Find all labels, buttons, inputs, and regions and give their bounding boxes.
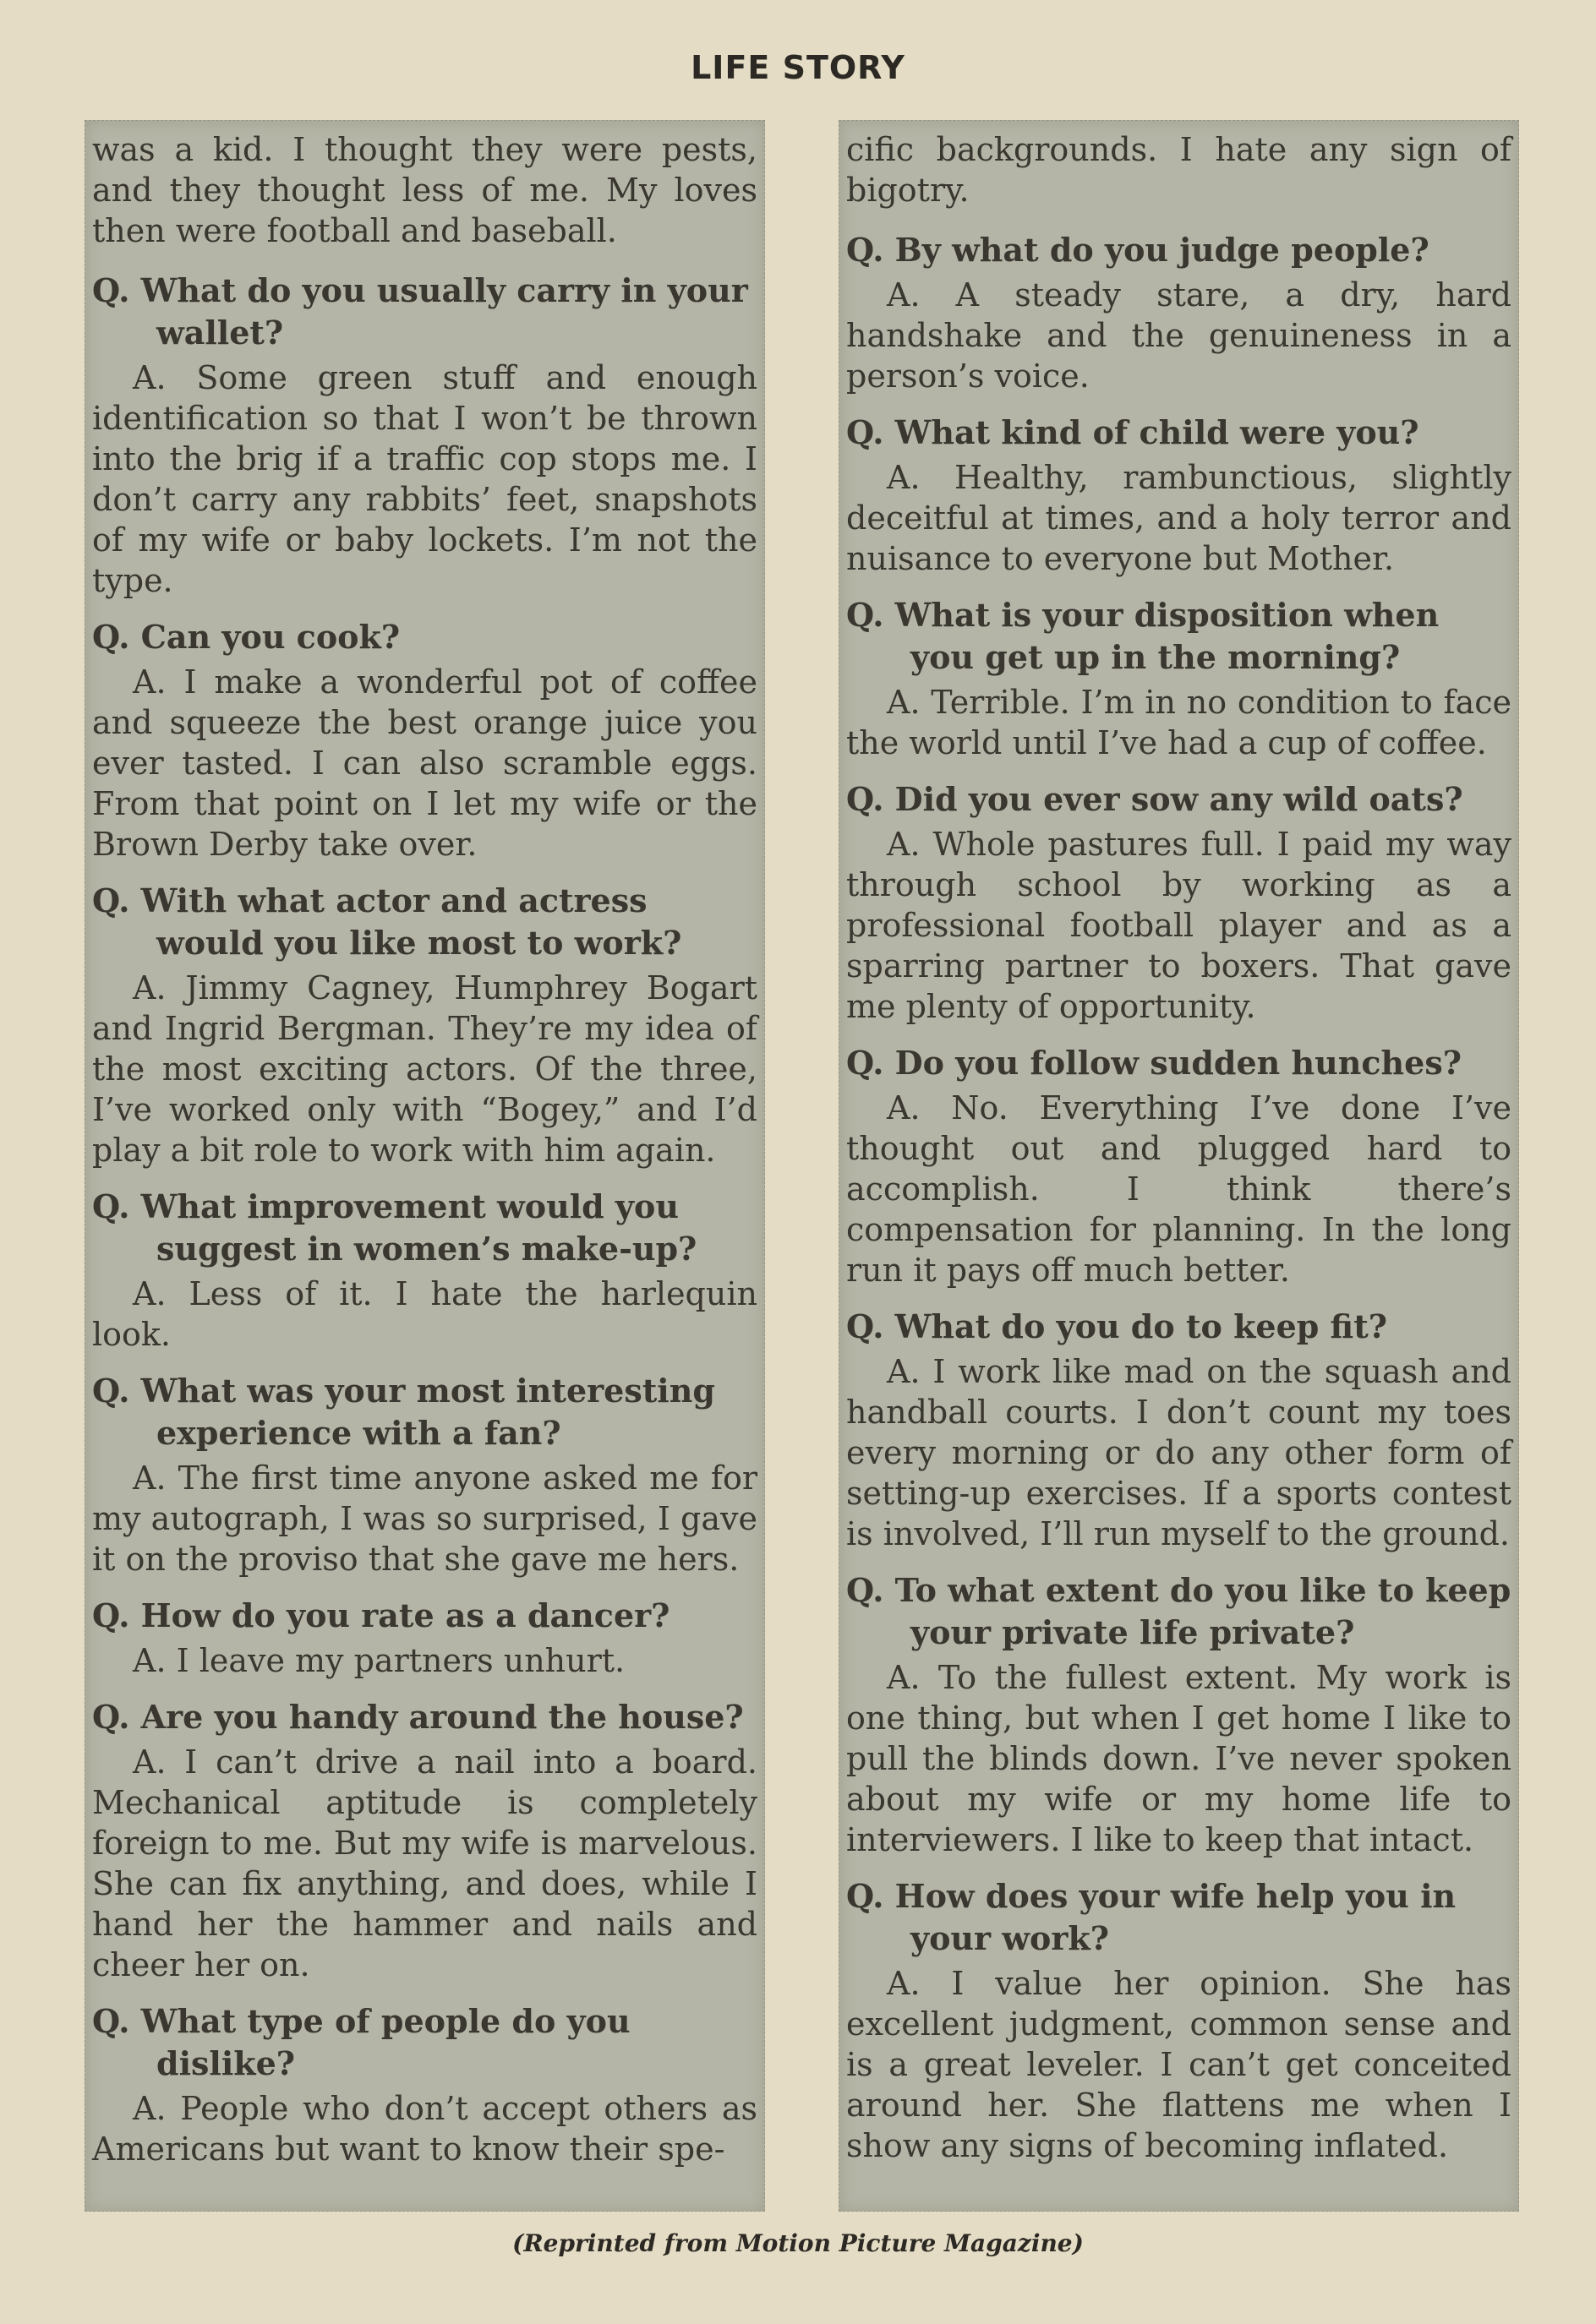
question: Q. What is your disposition when you get up in the morning? xyxy=(846,596,1440,676)
answer: A. Jimmy Cagney, Humphrey Bogart and Ingrid Bergman. They’re my idea of the most exciting actors. Of the three, I’ve worked only with “Bogey,” and I’d play a bit role to work with him again. xyxy=(92,969,757,1169)
question: Q. How does your wife help you in your work? xyxy=(846,1877,1457,1957)
qa-item xyxy=(846,412,1511,579)
answer: A. Some green stuff and enough identification so that I won’t be thrown into the brig if a traffic cop stops me. I don’t carry any rabbits’ feet, snapshots of my wife or baby lockets. I’m not the type. xyxy=(92,359,757,599)
reprint-credit: (Reprinted from Motion Picture Magazine) xyxy=(512,2229,1084,2257)
right-column xyxy=(839,120,1519,2212)
qa-item xyxy=(846,1875,1511,2166)
qa-item xyxy=(846,1569,1511,1860)
qa-item xyxy=(846,1042,1511,1290)
question: Q. What do you do to keep fit? xyxy=(846,1307,1388,1345)
qa-item xyxy=(92,880,757,1170)
continued-text: cific backgrounds. I hate any sign of bigotry. xyxy=(846,131,1511,209)
question: Q. How do you rate as a dancer? xyxy=(92,1596,670,1634)
answer: A. No. Everything I’ve done I’ve thought out and plugged hard to accomplish. I think there’s compensation for planning. In the long run it pays off much better. xyxy=(846,1089,1511,1289)
continued-text: was a kid. I thought they were pests, and they thought less of me. My loves then were football and baseball. xyxy=(92,131,757,249)
answer: A. A steady stare, a dry, hard handshake and the genuineness in a person’s voice. xyxy=(846,276,1511,395)
answer: A. Healthy, rambunctious, slightly deceitful at times, and a holy terror and nuisance to everyone but Mother. xyxy=(846,459,1511,577)
page-header: LIFE STORY xyxy=(691,49,905,86)
answer: A. I work like mad on the squash and handball courts. I don’t count my toes every morning or do any other form of setting-up exercises. If a sports contest is involved, I’ll run myself to the ground. xyxy=(846,1353,1511,1552)
question: Q. What was your most interesting experience with a fan? xyxy=(92,1372,715,1452)
question: Q. Are you handy around the house? xyxy=(92,1698,744,1736)
question: Q. To what extent do you like to keep your private life private? xyxy=(846,1571,1511,1651)
qa-item xyxy=(92,1696,757,1985)
question: Q. Can you cook? xyxy=(92,618,401,656)
answer: A. Less of it. I hate the harlequin look. xyxy=(92,1275,757,1353)
qa-item xyxy=(92,1370,757,1579)
qa-item xyxy=(92,1186,757,1355)
qa-item xyxy=(846,1306,1511,1554)
question: Q. By what do you judge people? xyxy=(846,231,1429,269)
answer: A. The first time anyone asked me for my autograph, I was so surprised, I gave it on the proviso that she gave me hers. xyxy=(92,1459,757,1578)
qa-item xyxy=(92,270,757,601)
answer: A. I can’t drive a nail into a board. Mechanical aptitude is completely foreign to me. But my wife is marvelous. She can fix anything, and does, while I hand her the hammer and nails and cheer her on. xyxy=(92,1743,757,1983)
answer: A. Whole pastures full. I paid my way through school by working as a professional football player and as a sparring partner to boxers. That gave me plenty of opportunity. xyxy=(846,826,1511,1025)
question: Q. What do you usually carry in your wallet? xyxy=(92,271,748,352)
qa-item xyxy=(846,778,1511,1027)
answer: A. To the fullest extent. My work is one thing, but when I get home I like to pull the blinds down. I’ve never spoken about my wife or my home life to interviewers. I like to keep that intact. xyxy=(846,1659,1511,1858)
question: Q. Do you follow sudden hunches? xyxy=(846,1044,1462,1082)
qa-item xyxy=(846,229,1511,396)
question: Q. What kind of child were you? xyxy=(846,413,1419,451)
left-column xyxy=(85,120,765,2212)
question: Q. With what actor and actress would you like most to work? xyxy=(92,881,682,962)
question: Q. What type of people do you dislike? xyxy=(92,2002,631,2082)
qa-item xyxy=(92,616,757,865)
qa-item xyxy=(92,1595,757,1681)
question: Q. What improvement would you suggest in women’s make-up? xyxy=(92,1187,697,1268)
answer: A. I value her opinion. She has excellent judgment, common sense and is a great leveler. I can’t get conceited around her. She flattens me when I show any signs of becoming inflated. xyxy=(846,1965,1511,2164)
answer: A. People who don’t accept others as Americans but want to know their spe- xyxy=(92,2090,757,2168)
answer: A. I leave my partners unhurt. xyxy=(133,1642,626,1679)
answer: A. Terrible. I’m in no condition to face the world until I’ve had a cup of coffee. xyxy=(846,684,1511,761)
qa-item xyxy=(92,2000,757,2169)
qa-item xyxy=(846,594,1511,763)
answer: A. I make a wonderful pot of coffee and squeeze the best orange juice you ever tasted. I can also scramble eggs. From that point on I let my wife or the Brown Derby take over. xyxy=(92,663,757,863)
question: Q. Did you ever sow any wild oats? xyxy=(846,780,1463,818)
